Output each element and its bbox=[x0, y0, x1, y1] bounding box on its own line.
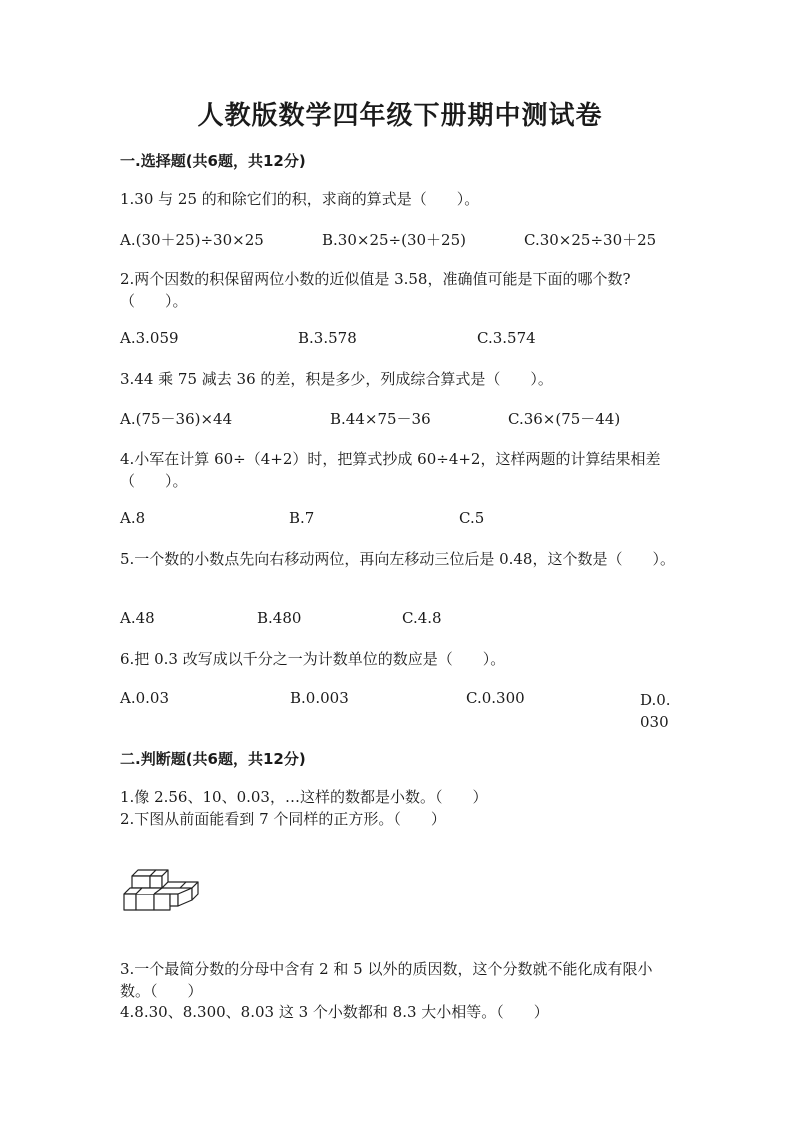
section-heading: 二.判断题(共6题，共12分) bbox=[120, 750, 306, 768]
option-a: A.48 bbox=[120, 609, 155, 627]
question-text: 3.44 乘 75 减去 36 的差，积是多少，列成综合算式是（ ）。 bbox=[120, 370, 553, 388]
option-b: B.30×25÷(30＋25) bbox=[322, 231, 466, 249]
question-text: 2.两个因数的积保留两位小数的近似值是 3.58，准确值可能是下面的哪个数?（ ）。 bbox=[120, 270, 631, 310]
option-b: B.3.578 bbox=[298, 329, 357, 347]
question-text: 4.小军在计算 60÷（4+2）时，把算式抄成 60÷4+2，这样两题的计算结果相差（ ）。 bbox=[120, 450, 661, 490]
option-c: C.4.8 bbox=[402, 609, 442, 627]
option-a: A.8 bbox=[120, 509, 146, 527]
option-c: C.30×25÷30＋25 bbox=[524, 231, 657, 249]
option-c: C.0.300 bbox=[466, 689, 525, 707]
option-c: C.36×(75－44) bbox=[508, 410, 621, 428]
question-text: 5.一个数的小数点先向右移动两位，再向左移动三位后是 0.48，这个数是（ ）。 bbox=[120, 550, 675, 568]
option-a: A.(75－36)×44 bbox=[120, 410, 233, 428]
option-b: B.7 bbox=[289, 509, 315, 527]
option-a: A.(30＋25)÷30×25 bbox=[120, 231, 264, 249]
question-text: 6.把 0.3 改写成以千分之一为计数单位的数应是（ ）。 bbox=[120, 650, 506, 668]
option-d-label: D.0.030 bbox=[640, 691, 671, 731]
option-d bbox=[120, 689, 678, 733]
section-heading: 一.选择题(共6题，共12分) bbox=[120, 152, 306, 170]
cube-figure bbox=[120, 864, 204, 918]
question-text: 1.30 与 25 的和除它们的积，求商的算式是（ ）。 bbox=[120, 190, 480, 208]
option-a: A.3.059 bbox=[120, 329, 179, 347]
option-a: A.0.03 bbox=[120, 689, 169, 707]
option-c: C.5 bbox=[459, 509, 485, 527]
option-b: B.44×75－36 bbox=[330, 410, 431, 428]
cube-figure-drawing bbox=[120, 864, 204, 914]
question-text: 1.像 2.56、10、0.03，…这样的数都是小数。（ ） bbox=[120, 788, 488, 806]
page-title: 人教版数学四年级下册期中测试卷 bbox=[197, 101, 603, 131]
option-c: C.3.574 bbox=[477, 329, 536, 347]
option-b: B.0.003 bbox=[290, 689, 349, 707]
question-text: 2.下图从前面能看到 7 个同样的正方形。（ ） bbox=[120, 810, 446, 828]
option-b: B.480 bbox=[257, 609, 302, 627]
question-text: 3.一个最简分数的分母中含有 2 和 5 以外的质因数，这个分数就不能化成有限小数。（ ） bbox=[120, 960, 653, 1000]
question-text: 4.8.30、8.300、8.03 这 3 个小数都和 8.3 大小相等。（ ） bbox=[120, 1003, 549, 1021]
